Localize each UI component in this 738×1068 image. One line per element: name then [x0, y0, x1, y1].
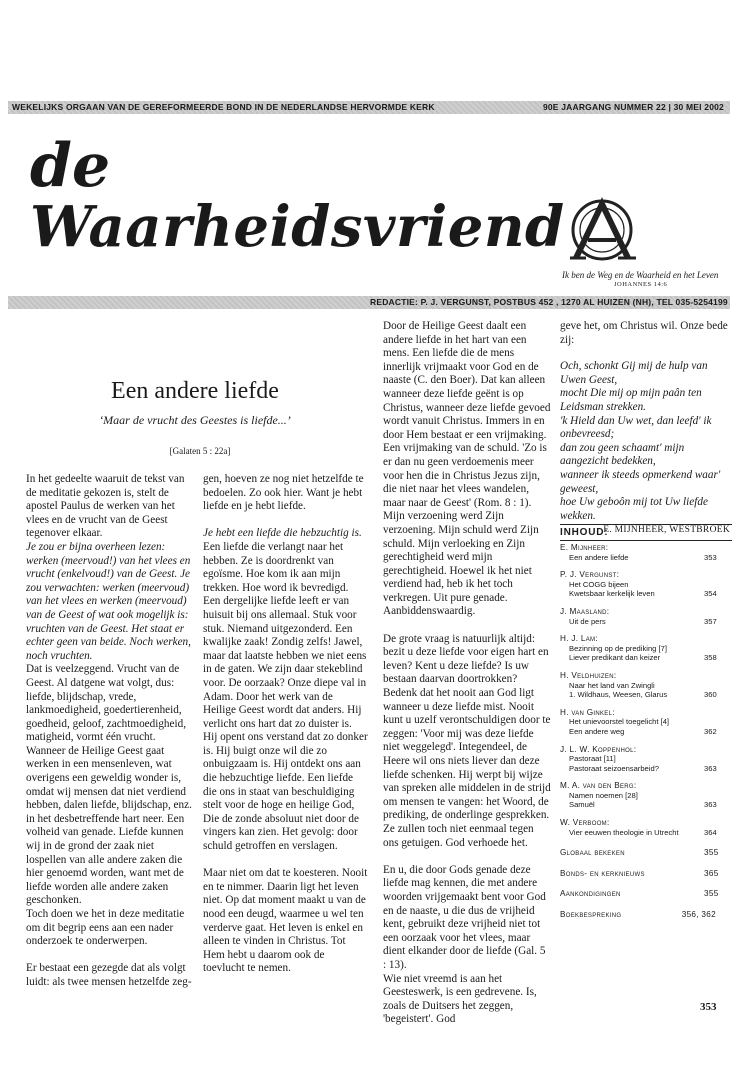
author-signature: E. MIJNHEER, WESTBROEK [603, 525, 730, 536]
toc-entry-title: Bezinning op de prediking [7] [569, 643, 667, 653]
toc-entry-title: Uit de pers [569, 616, 606, 626]
toc-entry-title: Kwetsbaar kerkelijk leven [569, 589, 655, 599]
toc-entry-title: Samuël [569, 800, 595, 810]
toc-section-page: 355 [704, 889, 719, 899]
toc-entry-page [704, 754, 728, 764]
masthead-title: Waarheidsvriend [30, 194, 565, 260]
toc-entry[interactable] [560, 681, 728, 691]
toc-entry[interactable] [560, 617, 728, 627]
toc-entry[interactable] [560, 580, 728, 590]
paragraph: En u, die door Gods genade deze liefde mag kennen, die met andere woorden vrijgemaakt bent voor God en de naaste, u die dus de vrijheid kent, gebruikt deze vrijheid niet tot een oorzaak voor het vlees, maar dient elkander door de liefde (Gal. 5 : 13). [383, 863, 546, 971]
paragraph: Een liefde die verlangt naar het hebben. Ze is doordrenkt van egoïsme. Hoe kom ik aan mijn trekken. Hoe word ik bevredigd. Een dergelijke liefde leeft er van huisuit bij ons allemaal. Stuk voor stuk. Niemand uitgezonderd. Een kwalijke zaak! Zondig zelfs! Jawel, maar dat laatste hebben we niet eens in de gaten. We zijn daar stekeblind voor. De oorzaak? Onze diepe val in Adam. Door het werk van de Heilige Geest wordt dat anders. Hij verlicht ons hart dat zo duister is. Hij opent ons verstand dat zo donker is. Hij buigt onze wil die zo onbuigzaam is. Hij ontdekt ons aan die hebzuchtige liefde. Een liefde die ons in staat van beschuldiging stelt voor de hoge en heilige God, Die de zonde absoluut niet door de vingers kan zien. Het gevolg: door schuld getroffen en verslagen. [203, 540, 368, 853]
toc-section-page: 365 [704, 868, 719, 878]
toc-entry[interactable] [560, 791, 728, 801]
toc-section-entry[interactable] [560, 889, 728, 899]
toc-section-title: Boekbespreking [560, 910, 622, 920]
article-column-1 [26, 473, 193, 990]
paragraph: gen, hoeven ze nog niet hetzelfde te bedoelen. Zo ook hier. Want je hebt liefde en je hebt liefde. [203, 473, 364, 513]
paragraph: Je hebt een liefde die hebzuchtig is. [203, 527, 362, 540]
toc-entry[interactable] [560, 589, 728, 599]
paragraph: In het gedeelte waaruit de tekst van de meditatie gekozen is, stelt de apostel Paulus de werken van het vlees en de vrucht van de Geest tegenover elkaar. [26, 473, 185, 540]
toc-entry[interactable] [560, 653, 728, 663]
toc-entry[interactable] [560, 727, 728, 737]
article-column-3 [383, 320, 551, 1027]
toc-entry-title: Vier eeuwen theologie in Utrecht [569, 827, 679, 837]
toc-entry-title: 1. Wildhaus, Weesen, Glarus [569, 690, 668, 700]
paragraph: Dat is veelzeggend. Vrucht van de Geest. Al datgene wat volgt, dus: liefde, blijdschap, vrede, lankmoedigheid, goedertierenheid, goedheid, geloof, zachtmoedigheid, matigheid, vormt één vrucht. Wanneer de Heilige Geest gaat werken in een mensenleven, wat overigens een geweldig wonder is, omdat wij mensen dat niet verdiend hebben, dalen liefde, blijdschap, enz. in het desbetreffende hart neer. Een volheid van genade. Liefde kunnen wij in de grond der zaak niet lospellen van alle andere zaken die hier genoemd worden, want met de liefde worden alle andere zaken geschonken. [26, 663, 192, 907]
toc-heading-rule [560, 540, 732, 541]
toc-entry[interactable] [560, 553, 728, 563]
toc-author: E. Mijnheer: [560, 543, 609, 552]
toc-section-title: Bonds- en kerknieuws [560, 868, 645, 878]
toc-entry-page: 358 [704, 653, 717, 663]
paragraph: Toch doen we het in deze meditatie om dit begrip eens aan een nader onderzoek te onderwerpen. [26, 908, 185, 948]
toc-entry[interactable] [560, 764, 728, 774]
masthead-article: de [30, 131, 111, 201]
toc-entry-title: Een andere weg [569, 726, 625, 736]
toc-entry-page [704, 791, 728, 801]
motto: Ik ben de Weg en de Waarheid en het Leven [562, 270, 719, 280]
toc-section-title: Globaal bekeken [560, 848, 625, 858]
toc-entry-title: Namen noemen [28] [569, 790, 638, 800]
toc-entry-page: 363 [704, 800, 717, 810]
article-column-4 [560, 320, 730, 538]
toc-entry-title: Het COGG bijeen [569, 579, 629, 589]
publication-tagline: WEKELIJKS ORGAAN VAN DE GEREFORMEERDE BOND IN DE NEDERLANDSE HERVORMDE KERK [12, 102, 435, 112]
paragraph: De grote vraag is natuurlijk altijd: bezit u deze liefde voor eigen hart en leven? Kent u deze liefde? Is uw bestaan daarvan doortrokken? Bedenk dat het nooit aan God ligt wanneer u deze liefde mist. Nooit kunt u uzelf verontschuldigen door te zeggen: 'Voor mij was deze liefde niet weggelegd'. Integendeel, de Heere wil ons niets liever dan deze liefde schenken. Hij werpt bij wijze van spreken alle middelen in de strijd om mensen te vangen: het Woord, de prediking, de onderlinge gesprekken. Ze zullen toch niet eenmaal tegen ons getuigen. God verhoede het. [383, 632, 551, 849]
toc-author: H. Veldhuizen: [560, 670, 617, 680]
toc-author: M. A. van den Berg: [560, 781, 637, 791]
toc-section-page: 356, 362 [681, 910, 716, 920]
article-subtitle: ‘Maar de vrucht des Geestes is liefde...’ [99, 413, 291, 427]
toc-author: J. Maasland: [560, 606, 610, 616]
poem-line: dan zou geen schaamt' mijn aangezicht bedekken, [560, 441, 685, 468]
toc-entry-page: 362 [704, 726, 717, 736]
toc-entry-title: Een andere liefde [569, 552, 629, 562]
toc-section-entry[interactable] [560, 910, 728, 920]
toc-entry[interactable] [560, 754, 728, 764]
article-column-2 [203, 473, 368, 976]
toc-author: H. J. Lam: [560, 634, 598, 644]
toc-entry-title: Pastoraat seizoensarbeid? [569, 763, 659, 773]
paragraph: Door de Heilige Geest daalt een andere liefde in het hart van een mens. Een liefde die de mens innerlijk vrijmaakt voor God en de naaste (C. den Boer). Dat kan alleen wanneer deze liefde geënt is op Christus, wanneer deze liefde gevoed wordt vanuit Christus. Immers in en door Hem bestaat er een vrijmaking. Een vrijmaking van de schuld. 'Zo is er dan nu geen verdoemenis meer voor hen die in Christus Jezus zijn, die niet naar het vlees wandelen, maar naar de Geest' (Rom. 8 : 1). Mijn verzoening werd Zijn verzoening. Mijn schuld werd Zijn schuld. Mijn verloeking en Zijn gerechtigheid werd mijn gerechtigheid. Hoewel ik het niet verdiend had, heb ik het toch verkregen. Uit pure genade. Aanbiddenswaardig. [383, 320, 551, 618]
alpha-omega-logo [562, 196, 678, 262]
top-band [8, 101, 730, 114]
toc-entry[interactable] [560, 800, 728, 810]
toc-author: P. J. Vergunst: [560, 570, 620, 580]
toc-entry-page: 353 [704, 552, 717, 562]
paragraph: geve het, om Christus wil. Onze bede zij: [560, 320, 728, 346]
motto-reference: JOHANNES 14:6 [614, 281, 668, 288]
toc-section-page: 355 [704, 848, 719, 858]
toc-author: H. van Ginkel: [560, 707, 615, 717]
toc-section-title: Aankondigingen [560, 889, 621, 899]
article-title: Een andere liefde [111, 378, 279, 404]
toc-section-entry[interactable] [560, 848, 728, 858]
toc-entry-page [704, 717, 728, 727]
toc-entry-title: Liever predikant dan keizer [569, 653, 661, 663]
toc-entry-page: 364 [704, 827, 717, 837]
toc-entry-page [704, 681, 728, 691]
paragraph: Wie niet vreemd is aan het Geesteswerk, is een gedrevene. Is, zoals de Duitsers het zeggen, 'begeistert'. God [383, 972, 537, 1026]
table-of-contents [560, 543, 728, 920]
closing-poem [560, 360, 730, 523]
toc-entry-page: 360 [704, 690, 717, 700]
toc-author: W. Verboom: [560, 818, 610, 828]
toc-entry[interactable] [560, 717, 728, 727]
toc-entry-title: Naar het land van Zwingli [569, 680, 655, 690]
toc-entry[interactable] [560, 690, 728, 700]
toc-entry[interactable] [560, 828, 728, 838]
page-number: 353 [700, 1001, 717, 1013]
poem-line: mocht Die mij op mijn paân ten Leidsman strekken. [560, 387, 702, 413]
paragraph: Maar niet om dat te koesteren. Nooit en te nimmer. Daarin ligt het leven niet. Op dat moment maakt u van de nood een deugd, waarmee u wel ten verderve gaat. Het leven is enkel en alleen te vinden in Christus. Tot Hem hebt u daarom ook de toevlucht te nemen. [203, 867, 368, 975]
toc-author: J. L. W. Koppenhol: [560, 744, 637, 754]
poem-line: wanneer ik steeds opmerkend waar' geweest, [560, 468, 721, 495]
toc-entry-title: Pastoraat [11] [569, 754, 616, 764]
editorial-address: REDACTIE: P. J. VERGUNST, POSTBUS 452 , 1270 AL HUIZEN (NH), TEL 035-5254199 [370, 297, 728, 307]
toc-entry-title: Het unievoorstel toegelicht [4] [569, 717, 670, 727]
toc-entry-page: 357 [704, 616, 717, 626]
paragraph: Je zou er bijna overheen lezen: werken (meervoud!) van het vlees en vrucht (enkelvoud!) van de Geest. Je zou verwachten: werken (meervoud) van het vlees en werken (meervoud) van de Geest of wat ook mogelijk is: vruchten van de Geest. Het staat er echter geen van beide. Noch werken, noch vruchten. [26, 540, 191, 662]
paragraph: Er bestaat een gezegde dat als volgt luidt: als twee mensen hetzelfde zeg- [26, 962, 192, 988]
toc-entry-page: 354 [704, 589, 717, 599]
toc-heading: INHOUD: [560, 527, 609, 538]
toc-top-rule [560, 524, 732, 525]
bible-reference: [Galaten 5 : 22a] [169, 446, 231, 456]
poem-line: Och, schonkt Gij mij de hulp van Uwen Geest, [560, 360, 708, 386]
issue-info: 90E JAARGANG NUMMER 22 | 30 MEI 2002 [542, 102, 724, 112]
toc-entry-page [704, 580, 728, 590]
editorial-band [8, 296, 730, 309]
poem-line: hoe Uw geboôn mij tot Uw liefde wekken. [560, 496, 708, 522]
toc-entry-page [704, 644, 728, 654]
toc-entry-page: 363 [704, 763, 717, 773]
toc-entry[interactable] [560, 644, 728, 654]
poem-line: 'k Hield dan Uw wet, dan leefd' ik onbevreesd; [560, 414, 712, 441]
toc-section-entry[interactable] [560, 869, 728, 879]
